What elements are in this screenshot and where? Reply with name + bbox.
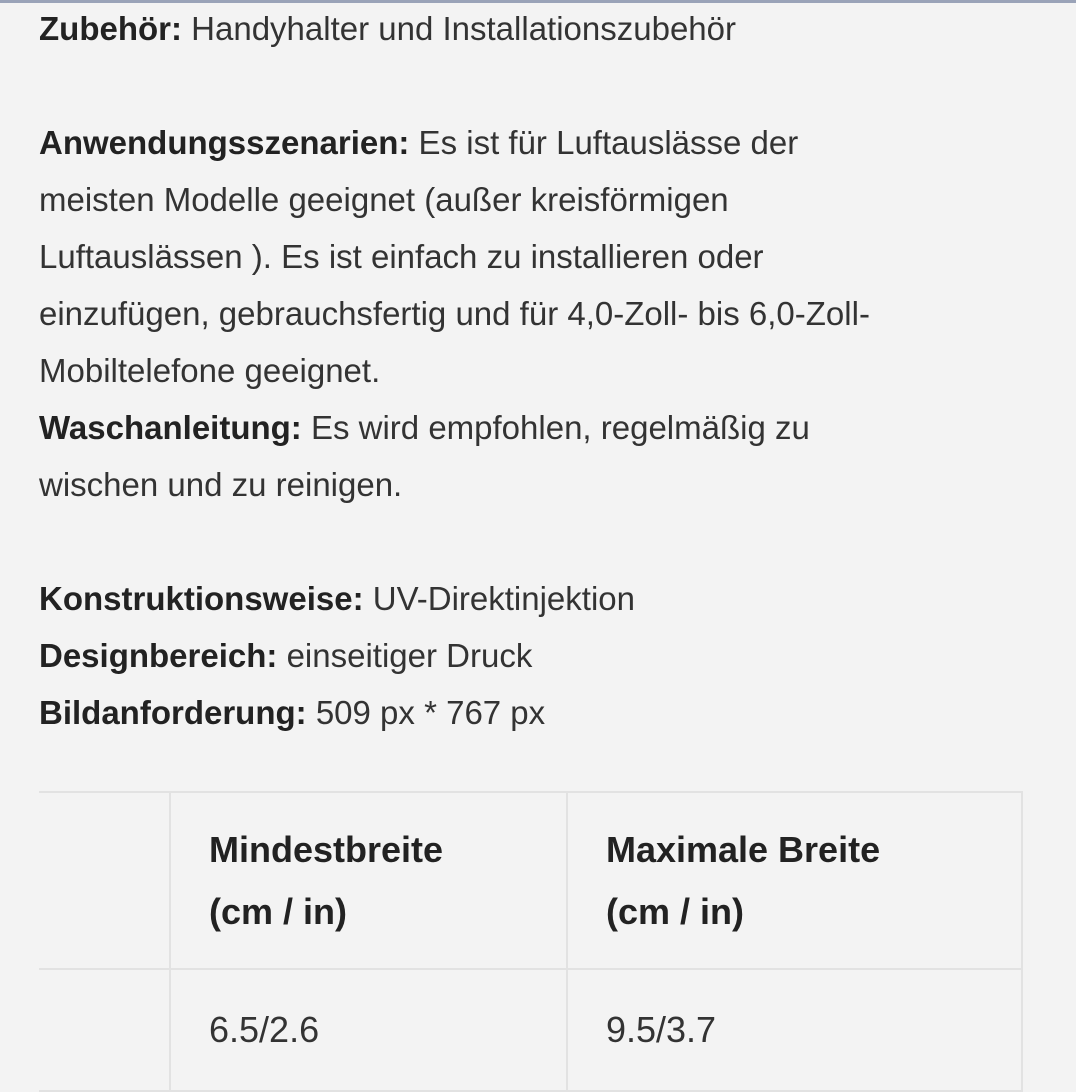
construction-line [39, 570, 1039, 627]
washing-label: Waschanleitung: [39, 409, 302, 446]
scenarios-line-4: einzufügen, gebrauchsfertig und für 4,0-Zoll- bis 6,0-Zoll- [39, 295, 870, 332]
scenarios-line-1 [39, 114, 1039, 171]
table-cell-label [39, 969, 170, 1091]
size-table-header-max-width [567, 792, 1022, 969]
design-area-text: einseitiger Druck [277, 637, 533, 674]
design-area-line [39, 627, 1039, 684]
table-cell-max-width: 9.5/3.7 [567, 969, 1022, 1091]
scenarios-label: Anwendungsszenarien: [39, 124, 410, 161]
product-description [39, 0, 1039, 741]
size-table-header-row [39, 792, 1022, 969]
design-area-label: Designbereich: [39, 637, 278, 674]
scenarios-text-1: Es ist für Luftauslässe der [409, 124, 799, 161]
header-min-width-line-1: Mindestbreite [209, 828, 444, 870]
scenarios-line-5: Mobiltelefone geeignet. [39, 352, 381, 389]
image-requirement-text: 509 px * 767 px [306, 694, 546, 731]
washing-text-1: Es wird empfohlen, regelmäßig zu [301, 409, 810, 446]
header-min-width-line-2: (cm / in) [209, 890, 348, 932]
construction-text: UV-Direktinjektion [363, 580, 635, 617]
size-table-header-min-width [170, 792, 567, 969]
size-table [39, 791, 1023, 1092]
accessories-text: Handyhalter und Installationszubehör [181, 10, 737, 47]
header-max-width-line-2: (cm / in) [605, 890, 744, 932]
construction-label: Konstruktionsweise: [39, 580, 364, 617]
accessories-line [39, 0, 1039, 57]
spacer [39, 57, 1039, 114]
image-requirement-label: Bildanforderung: [39, 694, 307, 731]
table-cell-min-width: 6.5/2.6 [170, 969, 567, 1091]
table-row [39, 969, 1022, 1091]
washing-line-1 [39, 399, 1039, 456]
image-requirement-line [39, 684, 1039, 741]
spacer [39, 513, 1039, 570]
size-table-header-empty [39, 792, 170, 969]
washing-line-2: wischen und zu reinigen. [39, 466, 403, 503]
accessories-label: Zubehör: [39, 10, 182, 47]
scenarios-line-3: Luftauslässen ). Es ist einfach zu installieren oder [39, 238, 764, 275]
header-max-width-line-1: Maximale Breite [605, 828, 881, 870]
scenarios-line-2: meisten Modelle geeignet (außer kreisförmigen [39, 181, 729, 218]
